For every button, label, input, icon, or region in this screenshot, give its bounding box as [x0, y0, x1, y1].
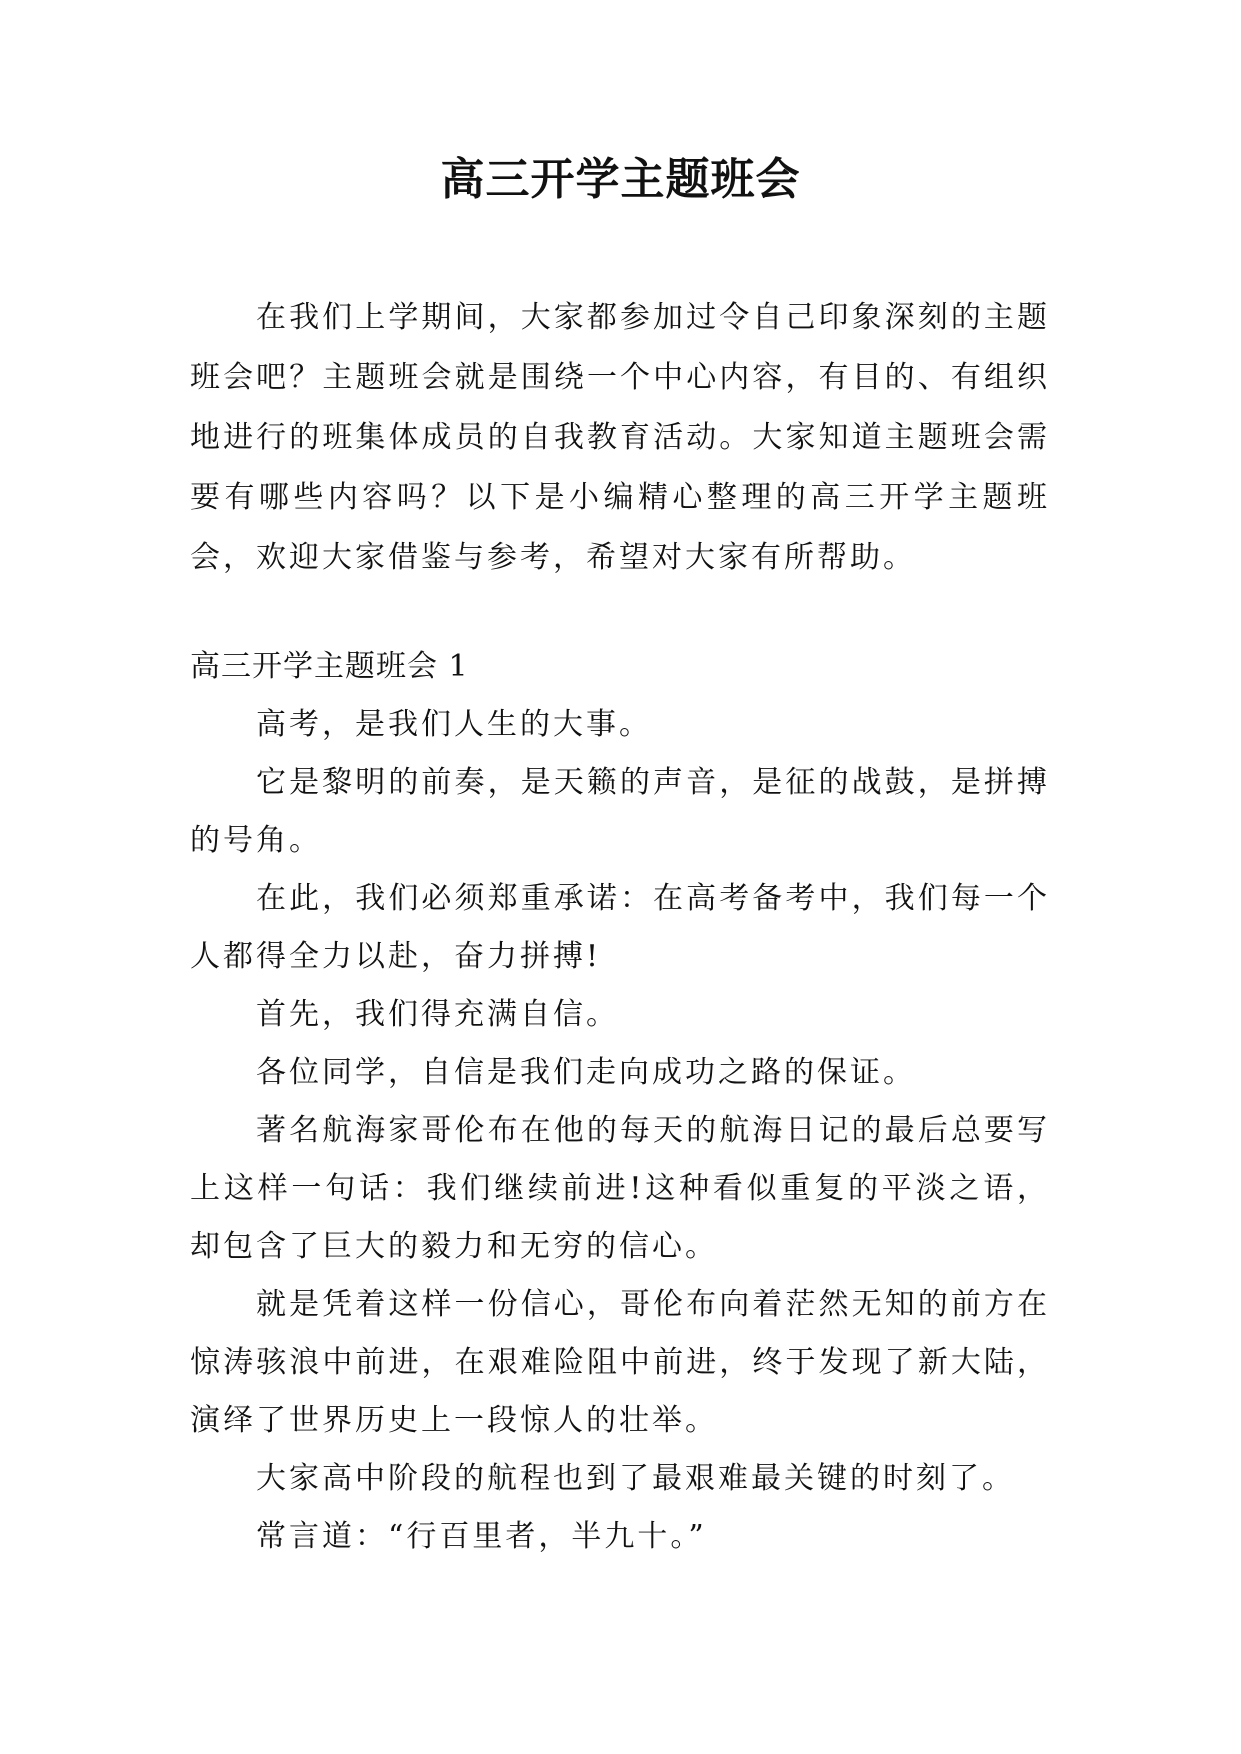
document-title: 高三开学主题班会 — [440, 154, 801, 205]
section-heading: 高三开学主题班会 1 — [190, 649, 469, 684]
body-paragraph-6: 著名航海家哥伦布在他的每天的航海日记的最后总要写上这样一句话：我们继续前进!这种看似重复的平淡之语，却包含了巨大的毅力和无穷的信心。 — [190, 1113, 1050, 1264]
body-paragraph-9: 常言道：“行百里者，半九十。” — [256, 1519, 707, 1554]
body-paragraph-8: 大家高中阶段的航程也到了最艰难最关键的时刻了。 — [256, 1461, 1015, 1496]
body-paragraph-1: 高考，是我们人生的大事。 — [256, 707, 652, 742]
body-paragraph-5: 各位同学，自信是我们走向成功之路的保证。 — [256, 1055, 916, 1090]
body-paragraph-4: 首先，我们得充满自信。 — [256, 997, 619, 1032]
body-paragraph-2: 它是黎明的前奏，是天籁的声音，是征的战鼓，是拼搏的号角。 — [190, 765, 1050, 858]
body-paragraph-3: 在此，我们必须郑重承诺：在高考备考中，我们每一个人都得全力以赴，奋力拼搏! — [190, 881, 1050, 974]
section-1 — [190, 638, 1050, 1566]
intro-paragraph: 在我们上学期间，大家都参加过令自己印象深刻的主题班会吧？主题班会就是围绕一个中心内容，有目的、有组织地进行的班集体成员的自我教育活动。大家知道主题班会需要有哪些内容吗？以下是小编精心整理的高三开学主题班会，欢迎大家借鉴与参考，希望对大家有所帮助。 — [190, 300, 1050, 575]
body-paragraph-7: 就是凭着这样一份信心，哥伦布向着茫然无知的前方在惊涛骇浪中前进，在艰难险阻中前进，终于发现了新大陆，演绎了世界历史上一段惊人的壮举。 — [190, 1287, 1050, 1438]
